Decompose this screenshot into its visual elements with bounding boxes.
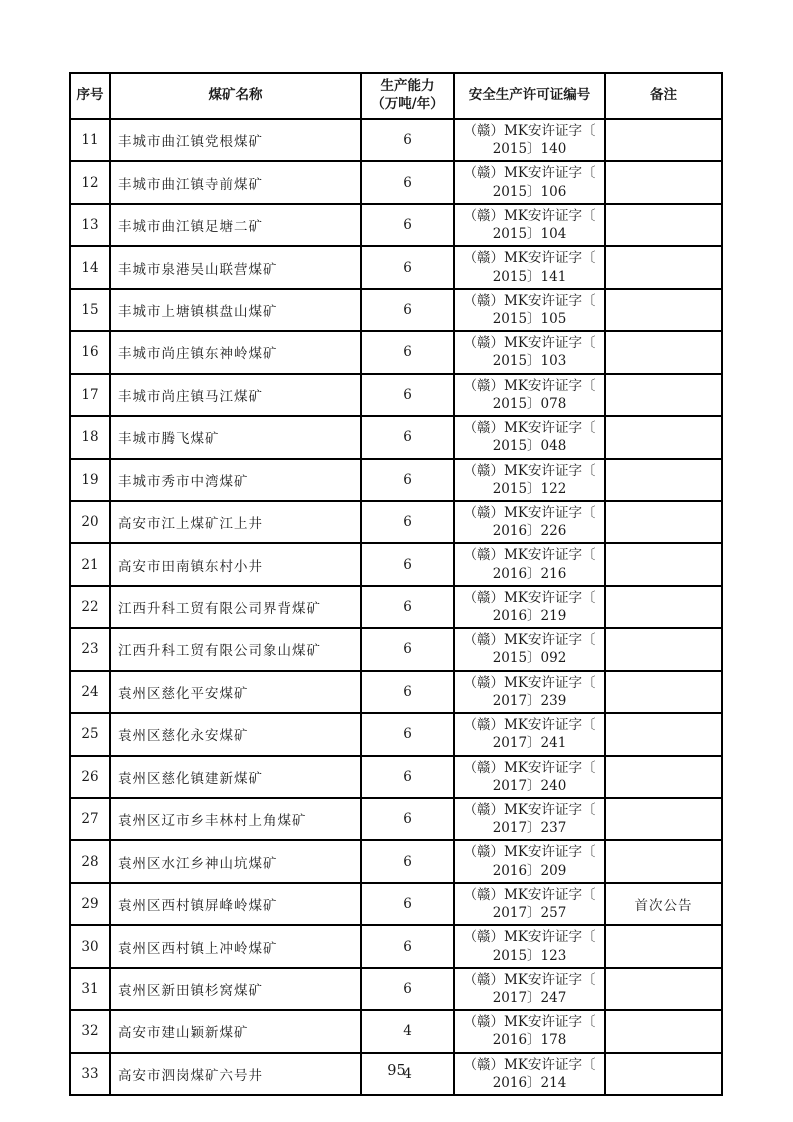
mine-name-cell: 江西升科工贸有限公司象山煤矿 bbox=[110, 628, 361, 670]
mine-name-cell: 袁州区西村镇屏峰岭煤矿 bbox=[110, 883, 361, 925]
mine-name-cell: 袁州区西村镇上冲岭煤矿 bbox=[110, 925, 361, 967]
row-seq-cell: 11 bbox=[70, 119, 110, 161]
license-line2: 2017〕241 bbox=[492, 735, 567, 752]
license-line1: （赣）MK安许证字〔 bbox=[463, 971, 596, 988]
capacity-cell: 6 bbox=[361, 543, 454, 585]
license-line2: 2016〕219 bbox=[492, 608, 567, 625]
row-seq-cell: 21 bbox=[70, 543, 110, 585]
license-line2: 2017〕239 bbox=[492, 692, 567, 709]
capacity-cell: 6 bbox=[361, 756, 454, 798]
license-line1: （赣）MK安许证字〔 bbox=[463, 165, 596, 182]
capacity-cell: 6 bbox=[361, 798, 454, 840]
remark-cell bbox=[605, 204, 722, 246]
remark-cell bbox=[605, 289, 722, 331]
license-number-cell bbox=[454, 798, 605, 840]
license-number-cell bbox=[454, 586, 605, 628]
table-row bbox=[70, 628, 722, 670]
capacity-cell: 6 bbox=[361, 628, 454, 670]
capacity-cell: 6 bbox=[361, 204, 454, 246]
license-line2: 2016〕214 bbox=[492, 1074, 567, 1091]
capacity-cell: 6 bbox=[361, 586, 454, 628]
page-number: 95 bbox=[387, 1063, 406, 1079]
license-line2: 2017〕240 bbox=[492, 777, 567, 794]
row-seq-cell: 12 bbox=[70, 161, 110, 203]
row-seq-cell: 17 bbox=[70, 374, 110, 416]
row-seq-cell: 23 bbox=[70, 628, 110, 670]
license-line1: （赣）MK安许证字〔 bbox=[463, 802, 596, 818]
mine-name-cell: 丰城市曲江镇寺前煤矿 bbox=[110, 161, 361, 203]
license-number-cell bbox=[454, 501, 605, 543]
license-line1: （赣）MK安许证字〔 bbox=[463, 250, 596, 267]
license-line1: （赣）MK安许证字〔 bbox=[463, 929, 596, 946]
col-header-capacity bbox=[361, 73, 454, 119]
license-number-cell bbox=[454, 416, 605, 458]
license-line2: 2015〕078 bbox=[492, 395, 567, 412]
license-line1: （赣）MK安许证字〔 bbox=[463, 632, 596, 649]
license-line1: （赣）MK安许证字〔 bbox=[463, 292, 596, 309]
license-number-cell bbox=[454, 925, 605, 967]
license-number-cell bbox=[454, 289, 605, 331]
license-line2: 2015〕123 bbox=[492, 947, 567, 964]
license-number-cell bbox=[454, 204, 605, 246]
remark-cell bbox=[605, 416, 722, 458]
license-number-cell bbox=[454, 331, 605, 373]
table-row bbox=[70, 968, 722, 1010]
table-row bbox=[70, 119, 722, 161]
row-seq-cell: 30 bbox=[70, 925, 110, 967]
remark-cell bbox=[605, 1010, 722, 1052]
license-line2: 2017〕247 bbox=[492, 989, 567, 1006]
mine-name-cell: 丰城市尚庄镇马江煤矿 bbox=[110, 374, 361, 416]
row-seq-cell: 18 bbox=[70, 416, 110, 458]
row-seq-cell: 16 bbox=[70, 331, 110, 373]
capacity-cell: 6 bbox=[361, 501, 454, 543]
capacity-cell: 4 bbox=[361, 1053, 454, 1095]
table-row bbox=[70, 459, 722, 501]
col-header-license: 安全生产许可证编号 bbox=[454, 73, 605, 119]
table-row bbox=[70, 586, 722, 628]
license-line1: （赣）MK安许证字〔 bbox=[463, 1056, 596, 1073]
table-header-row bbox=[70, 73, 722, 119]
mine-name-cell: 高安市建山颖新煤矿 bbox=[110, 1010, 361, 1052]
capacity-cell: 6 bbox=[361, 119, 454, 161]
remark-cell bbox=[605, 119, 722, 161]
remark-cell: 首次公告 bbox=[605, 883, 722, 925]
remark-cell bbox=[605, 925, 722, 967]
mine-name-cell: 丰城市泉港吴山联营煤矿 bbox=[110, 246, 361, 288]
remark-cell bbox=[605, 543, 722, 585]
col-header-mine-name: 煤矿名称 bbox=[110, 73, 361, 119]
row-seq-cell: 15 bbox=[70, 289, 110, 331]
row-seq-cell: 25 bbox=[70, 713, 110, 755]
remark-cell bbox=[605, 798, 722, 840]
mine-name-cell: 高安市泗岗煤矿六号井 bbox=[110, 1053, 361, 1095]
capacity-cell: 6 bbox=[361, 246, 454, 288]
license-line2: 2015〕092 bbox=[492, 650, 567, 667]
mine-name-cell: 丰城市秀市中湾煤矿 bbox=[110, 459, 361, 501]
license-line1: （赣）MK安许证字〔 bbox=[463, 844, 596, 861]
table-row bbox=[70, 1010, 722, 1052]
table-row bbox=[70, 883, 722, 925]
capacity-cell: 6 bbox=[361, 968, 454, 1010]
remark-cell bbox=[605, 756, 722, 798]
mine-name-cell: 丰城市曲江镇足塘二矿 bbox=[110, 204, 361, 246]
remark-cell bbox=[605, 628, 722, 670]
mine-name-cell: 袁州区慈化平安煤矿 bbox=[110, 671, 361, 713]
row-seq-cell: 22 bbox=[70, 586, 110, 628]
license-number-cell bbox=[454, 840, 605, 882]
row-seq-cell: 20 bbox=[70, 501, 110, 543]
row-seq-cell: 13 bbox=[70, 204, 110, 246]
capacity-cell: 6 bbox=[361, 840, 454, 882]
capacity-cell: 6 bbox=[361, 289, 454, 331]
table-row bbox=[70, 756, 722, 798]
remark-cell bbox=[605, 713, 722, 755]
capacity-cell: 6 bbox=[361, 883, 454, 925]
license-line2: 2015〕122 bbox=[492, 480, 567, 497]
remark-cell bbox=[605, 671, 722, 713]
table-row bbox=[70, 161, 722, 203]
license-number-cell bbox=[454, 1010, 605, 1052]
license-line1: （赣）MK安许证字〔 bbox=[463, 674, 596, 691]
coal-mine-table bbox=[69, 72, 723, 1096]
capacity-header-line1: 生产能力 bbox=[380, 78, 435, 95]
table-row bbox=[70, 289, 722, 331]
license-number-cell bbox=[454, 119, 605, 161]
license-number-cell bbox=[454, 671, 605, 713]
license-line1: （赣）MK安许证字〔 bbox=[463, 335, 596, 352]
license-line1: （赣）MK安许证字〔 bbox=[463, 717, 596, 734]
license-number-cell bbox=[454, 246, 605, 288]
table-row bbox=[70, 501, 722, 543]
capacity-cell: 6 bbox=[361, 459, 454, 501]
license-number-cell bbox=[454, 756, 605, 798]
table-row bbox=[70, 925, 722, 967]
license-line1: （赣）MK安许证字〔 bbox=[463, 759, 596, 776]
remark-cell bbox=[605, 331, 722, 373]
capacity-cell: 6 bbox=[361, 161, 454, 203]
license-line1: （赣）MK安许证字〔 bbox=[463, 207, 596, 224]
license-line1: （赣）MK安许证字〔 bbox=[463, 1014, 596, 1031]
table-row bbox=[70, 713, 722, 755]
license-line1: （赣）MK安许证字〔 bbox=[463, 123, 596, 139]
license-line1: （赣）MK安许证字〔 bbox=[463, 504, 596, 521]
license-number-cell bbox=[454, 713, 605, 755]
row-seq-cell: 29 bbox=[70, 883, 110, 925]
license-number-cell bbox=[454, 628, 605, 670]
license-line1: （赣）MK安许证字〔 bbox=[463, 886, 596, 903]
capacity-cell: 6 bbox=[361, 416, 454, 458]
table-row bbox=[70, 416, 722, 458]
license-line2: 2015〕106 bbox=[492, 183, 567, 200]
license-number-cell bbox=[454, 374, 605, 416]
license-line2: 2015〕048 bbox=[492, 438, 567, 455]
table-row bbox=[70, 246, 722, 288]
row-seq-cell: 19 bbox=[70, 459, 110, 501]
license-number-cell bbox=[454, 968, 605, 1010]
capacity-header-line2: （万吨/年） bbox=[371, 96, 444, 112]
row-seq-cell: 24 bbox=[70, 671, 110, 713]
capacity-cell: 6 bbox=[361, 925, 454, 967]
table-row bbox=[70, 374, 722, 416]
mine-name-cell: 袁州区新田镇杉窝煤矿 bbox=[110, 968, 361, 1010]
license-number-cell bbox=[454, 459, 605, 501]
table-row bbox=[70, 671, 722, 713]
license-line2: 2017〕237 bbox=[492, 820, 567, 837]
remark-cell bbox=[605, 459, 722, 501]
remark-cell bbox=[605, 161, 722, 203]
row-seq-cell: 32 bbox=[70, 1010, 110, 1052]
row-seq-cell: 31 bbox=[70, 968, 110, 1010]
mine-name-cell: 高安市田南镇东村小井 bbox=[110, 543, 361, 585]
row-seq-cell: 14 bbox=[70, 246, 110, 288]
remark-cell bbox=[605, 968, 722, 1010]
license-number-cell bbox=[454, 161, 605, 203]
capacity-cell: 4 bbox=[361, 1010, 454, 1052]
license-number-cell bbox=[454, 883, 605, 925]
capacity-cell: 6 bbox=[361, 331, 454, 373]
mine-name-cell: 丰城市曲江镇党根煤矿 bbox=[110, 119, 361, 161]
row-seq-cell: 26 bbox=[70, 756, 110, 798]
license-line2: 2016〕216 bbox=[492, 565, 567, 582]
mine-name-cell: 高安市江上煤矿江上井 bbox=[110, 501, 361, 543]
col-header-remark: 备注 bbox=[605, 73, 722, 119]
table-row bbox=[70, 798, 722, 840]
license-line2: 2015〕140 bbox=[492, 141, 567, 158]
remark-cell bbox=[605, 840, 722, 882]
row-seq-cell: 28 bbox=[70, 840, 110, 882]
mine-name-cell: 丰城市尚庄镇东神岭煤矿 bbox=[110, 331, 361, 373]
remark-cell bbox=[605, 501, 722, 543]
license-line2: 2015〕103 bbox=[492, 353, 567, 370]
license-line1: （赣）MK安许证字〔 bbox=[463, 589, 596, 606]
remark-cell bbox=[605, 374, 722, 416]
license-line2: 2017〕257 bbox=[492, 905, 567, 922]
table-body bbox=[70, 119, 722, 1095]
table-row bbox=[70, 840, 722, 882]
license-line1: （赣）MK安许证字〔 bbox=[463, 377, 596, 394]
license-number-cell bbox=[454, 543, 605, 585]
capacity-cell: 6 bbox=[361, 671, 454, 713]
license-line1: （赣）MK安许证字〔 bbox=[463, 547, 596, 564]
mine-name-cell: 袁州区慈化永安煤矿 bbox=[110, 713, 361, 755]
table-row bbox=[70, 543, 722, 585]
license-line1: （赣）MK安许证字〔 bbox=[463, 462, 596, 479]
license-line1: （赣）MK安许证字〔 bbox=[463, 420, 596, 437]
license-line2: 2016〕209 bbox=[492, 862, 567, 879]
license-line2: 2015〕104 bbox=[492, 226, 567, 243]
mine-name-cell: 丰城市上塘镇棋盘山煤矿 bbox=[110, 289, 361, 331]
mine-name-cell: 江西升科工贸有限公司界背煤矿 bbox=[110, 586, 361, 628]
remark-cell bbox=[605, 586, 722, 628]
license-line2: 2015〕105 bbox=[492, 310, 567, 327]
table-row bbox=[70, 204, 722, 246]
table-row bbox=[70, 331, 722, 373]
capacity-cell: 6 bbox=[361, 374, 454, 416]
row-seq-cell: 27 bbox=[70, 798, 110, 840]
capacity-cell: 6 bbox=[361, 713, 454, 755]
mine-name-cell: 丰城市腾飞煤矿 bbox=[110, 416, 361, 458]
license-line2: 2015〕141 bbox=[492, 268, 567, 285]
license-line2: 2016〕178 bbox=[492, 1032, 567, 1049]
remark-cell bbox=[605, 246, 722, 288]
mine-name-cell: 袁州区辽市乡丰林村上角煤矿 bbox=[110, 798, 361, 840]
mine-name-cell: 袁州区慈化镇建新煤矿 bbox=[110, 756, 361, 798]
license-line2: 2016〕226 bbox=[492, 523, 567, 540]
col-header-seq: 序号 bbox=[70, 73, 110, 119]
row-seq-cell: 33 bbox=[70, 1053, 110, 1095]
mine-name-cell: 袁州区水江乡神山坑煤矿 bbox=[110, 840, 361, 882]
